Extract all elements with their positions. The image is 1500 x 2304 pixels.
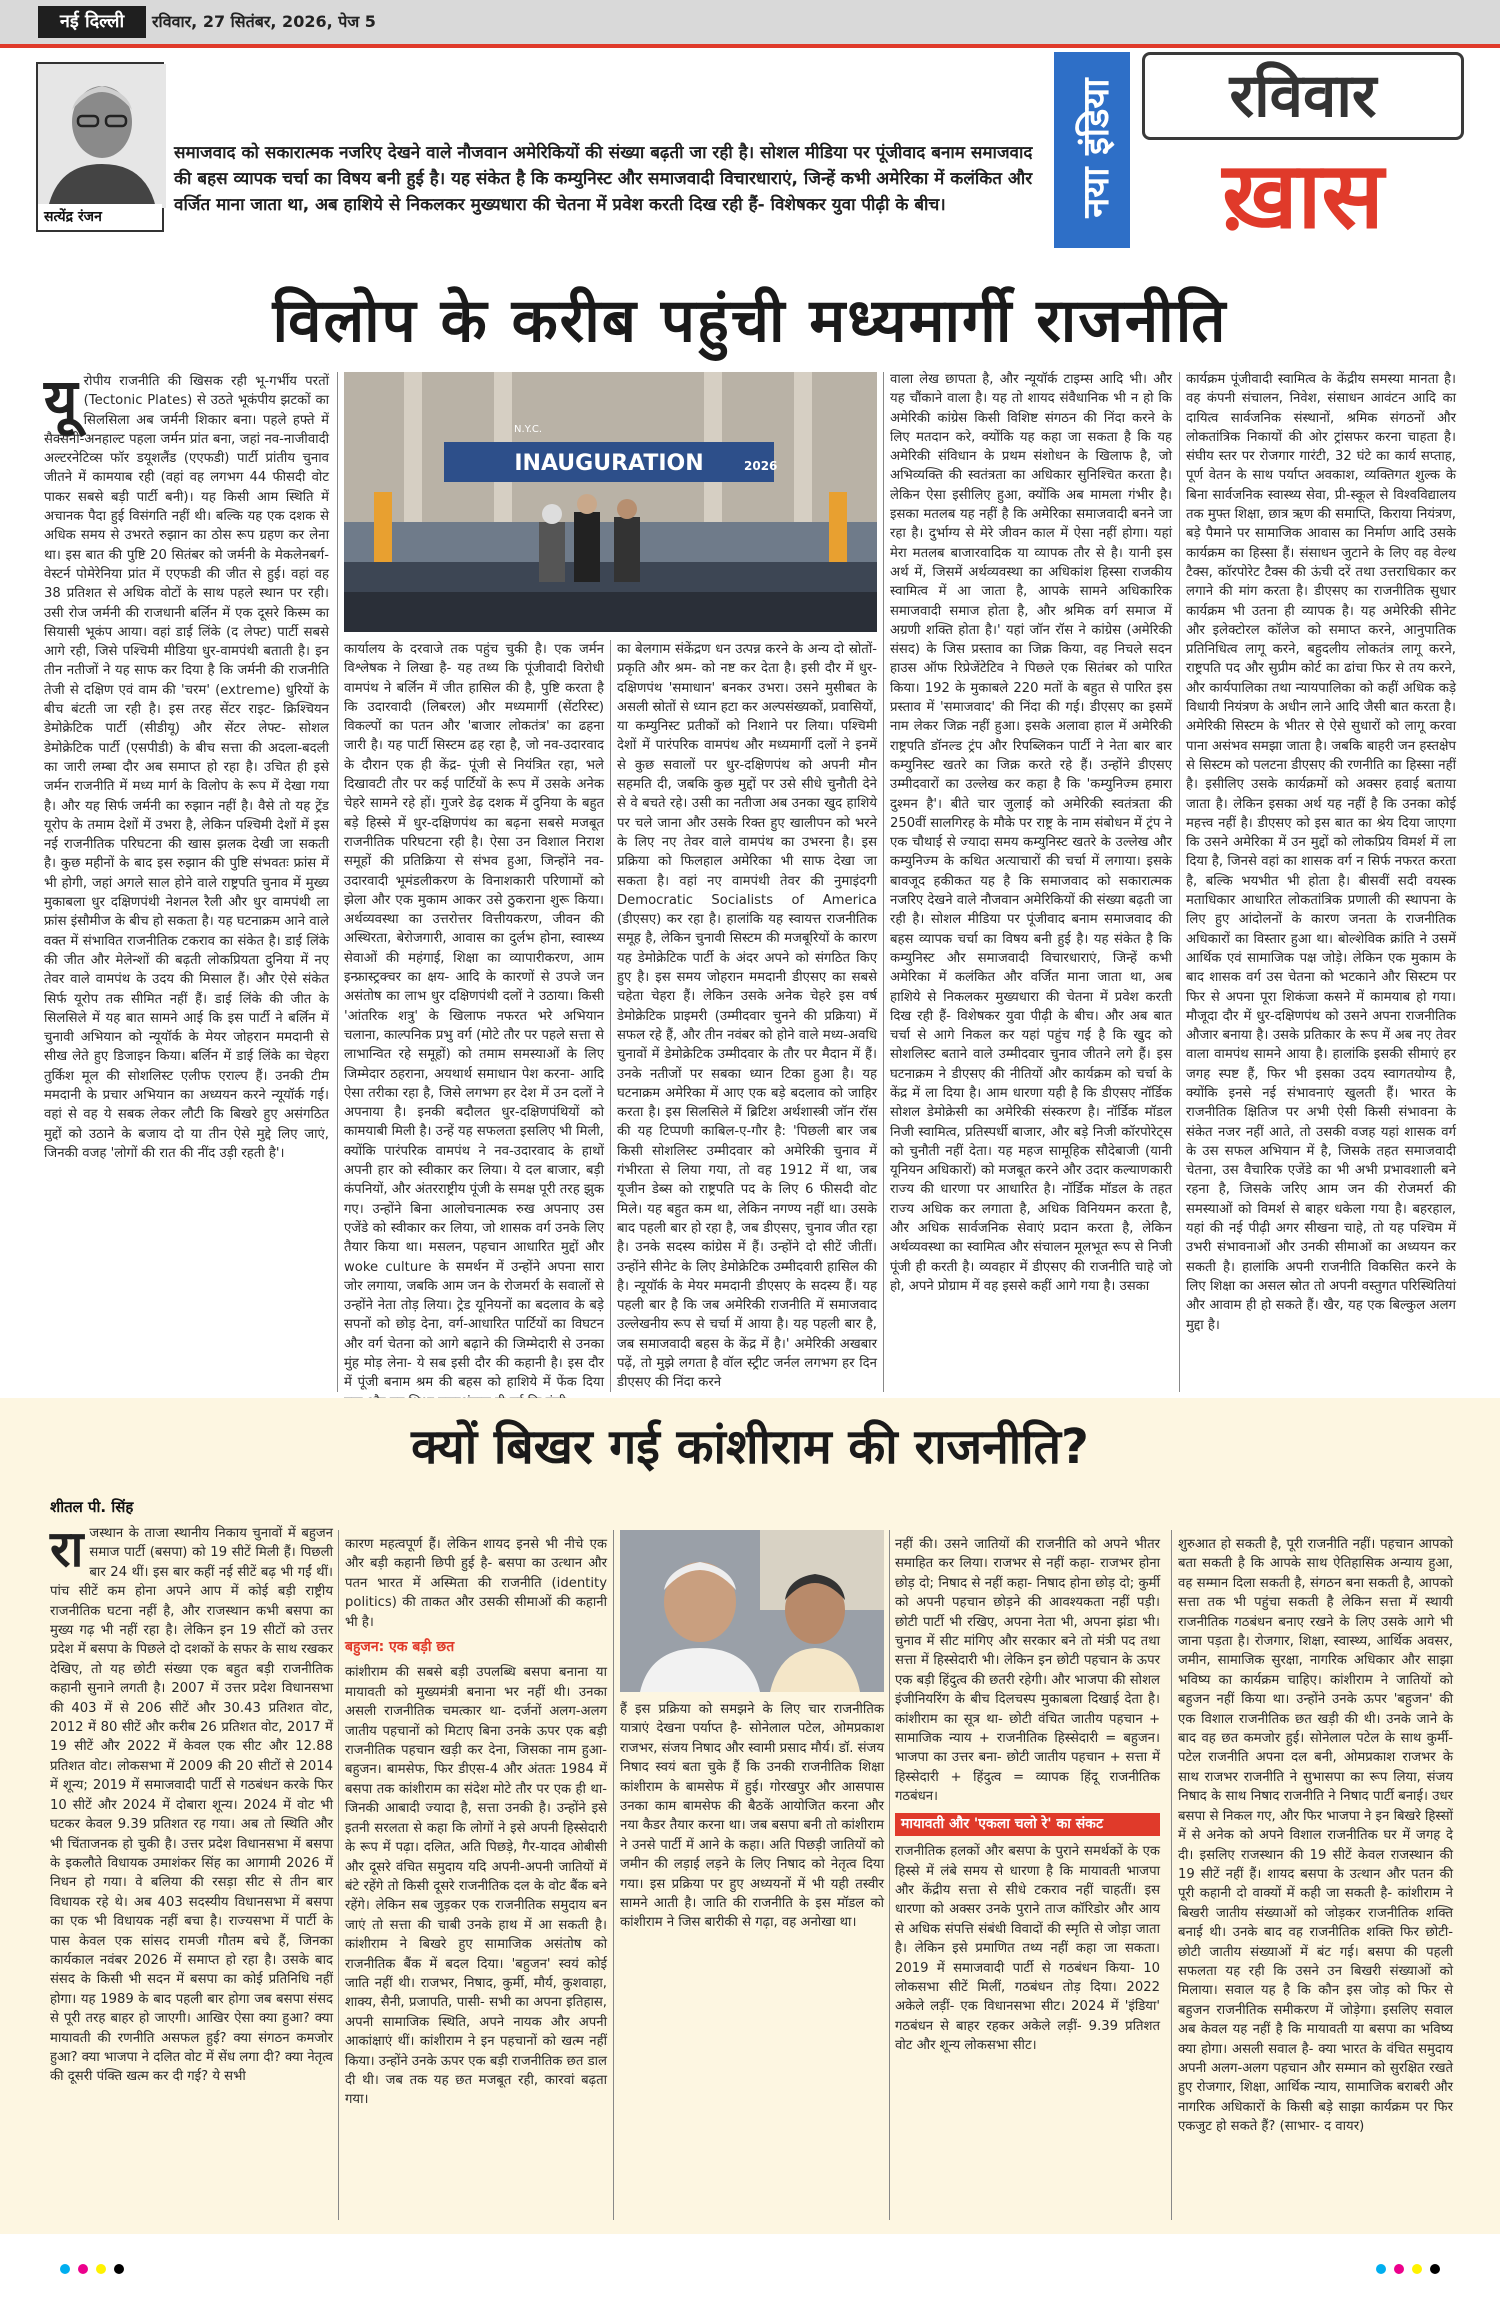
dropcap: यू <box>44 366 78 434</box>
main-headline: विलोप के करीब पहुंची मध्यमार्गी राजनीति <box>272 286 1228 356</box>
article-column-3 <box>617 640 877 1392</box>
column-text: शुरुआत हो सकती है, पूरी राजनीति नहीं। पहचान आपको बता सकती है कि आपके साथ ऐतिहासिक अन्याय हुआ, वह सम्मान दिला सकती है, संगठन बना सकती है, आपको सत्ता तक भी पहुंचा सकती है लेकिन सत्ता में स्थायी राजनीतिक गठबंधन बनाए रखने के लिए उसके आगे भी जाना पड़ता है। रोजगार, शिक्षा, स्वास्थ्य, आर्थिक अवसर, जमीन, सामाजिक सुरक्षा, नागरिक अधिकार और साझा भविष्य का कार्यक्रम चाहिए। कांशीराम ने जातियों को बहुजन नहीं किया था। उन्होंने उनके ऊपर 'बहुजन' की एक विशाल राजनीतिक छत खड़ी की थी। उनके जाने के बाद वह छत कमजोर हुई। सोनेलाल पटेल के साथ कुर्मी-पटेल राजनीति अपना दल बनी, ओमप्रकाश राजभर के साथ राजभर राजनीति ने सुभासपा का रूप लिया, संजय निषाद के साथ निषाद राजनीति ने निषाद पार्टी बनाई। उधर बसपा से निकल गए, और फिर भाजपा ने इन बिखरे हिस्सों में से अनेक को अपने विशाल राजनीतिक घर में जगह दे दी। इसलिए राजस्थान की 19 सीटें केवल राजस्थान की 19 सीटें नहीं हैं। शायद बसपा के उत्थान और पतन की पूरी कहानी दो वाक्यों में कही जा सकती है- कांशीराम ने बिखरी जातीय संख्याओं को जोड़कर राजनीतिक शक्ति बनाई थी। उनके बाद वह राजनीतिक शक्ति फिर छोटी-छोटी जातीय संख्याओं में बंट गई। बसपा की पहली सफलता यह रही कि उसने उन बिखरी संख्याओं को मिलाया। सवाल यह है कि कौन इस जोड़ को फिर से बहुजन राजनीतिक समीकरण में जोड़ेगा। इसलिए सवाल अब केवल यह नहीं है कि मायावती या बसपा का भविष्य क्या होगा। असली सवाल है- क्या भारत के वंचित समुदाय अपनी अलग-अलग पहचान और सम्मान को सुरक्षित रखते हुए रोजगार, शिक्षा, आर्थिक न्याय, सामाजिक बराबरी और नागरिक अधिकारों के किसी बड़े साझा कार्यक्रम पर फिर एकजुट हो सकते हैं? (साभार- द वायर) <box>1178 1537 1453 2135</box>
registration-dot <box>1376 2264 1386 2274</box>
section-title-khaas: ख़ास <box>1222 142 1384 249</box>
leaders-portrait-icon <box>620 1530 884 1692</box>
column-text: रोपीय राजनीति की खिसक रही भू-गर्भीय परतों (Tectonic Plates) से उठते भूकंपीय झटकों का सिलसिला अब जर्मनी शिकार बना। पहले हफ्ते में सैक्सनी-अनहाल्ट पहला जर्मन प्रांत बना, जहां नव-नाजीवादी अल्टरनेटिव्स फॉर डयूशलैंड (एएफडी) पार्टी प्रांतीय चुनाव जीतने में कामयाब रही (वहां वह लगभग 44 फीसदी वोट पाकर सबसे बड़ी पार्टी बनी)। यह किसी आम स्थिति में अचानक पैदा हुई विसंगति नहीं थी। बल्कि यह एक दशक से अधिक समय से उभरते रुझान का ठोस रूप ग्रहण कर लेना था। इस बात की पुष्टि 20 सितंबर को जर्मनी के मेकलेनबर्ग- वेस्टर्न पोमेरेनिया प्रांत में एएफडी की जीत से हुई। वहां वह 38 प्रतिशत से अधिक वोटों के साथ पहले स्थान पर रही। उसी रोज जर्मनी की राजधानी बर्लिन में एक दूसरे किस्म का सियासी भूकंप आया। वहां डाई लिंके (द लेफ्ट) पार्टी सबसे आगे रही, जिसे पश्चिमी मीडिया धुर-वामपंथी बताती है। इन तीन नतीजों ने यह साफ कर दिया है कि जर्मनी की राजनीति तेजी से दक्षिण एवं वाम की 'चरम' (extreme) धुरियों के बीच बंटती जा रही है। इस तरह सेंटर राइट- क्रिश्चियन डेमोक्रेटिक पार्टी (सीडीयू) और सेंटर लेफ्ट- सोशल डेमोक्रेटिक पार्टी (एसपीडी) के बीच सत्ता की अदला-बदली का जारी लम्बा दौर अब समाप्त हो रहा है। उचित ही इसे जर्मन राजनीति में मध्य मार्ग के विलोप के रूप में देखा गया है। और यह सिर्फ जर्मनी का रुझान नहीं है। वैसे तो यह ट्रेंड यूरोप के तमाम देशों में उभरा है, लेकिन पश्चिमी देशों में इस नई राजनीतिक परिघटना की खास झलक देखी जा सकती है। कुछ महीनों के बाद इस रुझान की पुष्टि संभवतः फ्रांस में भी होगी, जहां अगले साल होने वाले राष्ट्रपति चुनाव में मुख्य मुकाबला धुर दक्षिणपंथी नेशनल रैली और धुर वामपंथी ला फ्रांस इंसौमीज के बीच हो सकता है। यह घटनाक्रम आने वाले वक्त में संभावित राजनीतिक टकराव का संकेत है। डाई लिंके की जीत और मेलेन्शों की बढ़ती लोकप्रियता दुनिया में नए तेवर वाले वामपंथ के उदय की मिसाल हैं। और ऐसे संकेत सिर्फ यूरोप तक सीमित नहीं हैं। डाई लिंके की जीत के सिलसिले में यह बात सामने आई कि इस पार्टी ने बर्लिन में चुनावी अभियान को न्यूयॉर्क के मेयर जोहरान ममदानी से सीख लेते हुए डिजाइन किया। बर्लिन में डाई लिंके का चेहरा तुर्किश मूल की सोशलिस्ट एलीफ एराल्प हैं। उनकी टीम ममदानी के प्रचार अभियान का अध्ययन करने न्यूयॉर्क गई। वहां से वह ये सबक लेकर लौटी कि बिखरे हुए असंगठित मुद्दों को उठाने के बजाय दो या तीन ऐसे मुद्दे लिए जाएं, जिनकी वजह 'लोगों की रात की नींद उड़ी रहती है'। <box>44 374 329 1161</box>
column-text: नहीं की। उसने जातियों की राजनीति को अपने भीतर समाहित कर लिया। राजभर से नहीं कहा- राजभर होना छोड़ दो; निषाद से नहीं कहा- निषाद होना छोड़ दो; कुर्मी को अपनी पहचान छोड़ने की आवश्यकता नहीं पड़ी। छोटी पार्टी भी रखिए, अपना नेता भी, अपना झंडा भी। चुनाव में सीट मांगिए और सरकार बने तो मंत्री पद तथा सत्ता में हिस्सेदारी भी। लेकिन इन छोटी पहचान के ऊपर एक बड़ी हिंदुत्व की छतरी रहेगी। और भाजपा की सोशल इंजीनियरिंग के बीच दिलचस्प मुकाबला दिखाई देता है। कांशीराम का सूत्र था- छोटी वंचित जातीय पहचान + सामाजिक न्याय + राजनीतिक हिस्सेदारी = बहुजन। भाजपा का उत्तर बना- छोटी जातीय पहचान + सत्ता में हिस्सेदारी + हिंदुत्व = व्यापक हिंदू राजनीतिक गठबंधन। <box>895 1537 1160 1805</box>
brand-logo <box>1054 52 1130 248</box>
second-column-5 <box>1178 1535 1453 2225</box>
location-label: नई दिल्ली <box>38 6 146 38</box>
column-text: कारण महत्वपूर्ण हैं। लेकिन शायद इनसे भी नीचे एक और बड़ी कहानी छिपी हुई है- बसपा का उत्थान और पतन भारत में अस्मिता की राजनीति (identity politics) की ताकत और उसकी सीमाओं की कहानी भी है। <box>345 1537 607 1630</box>
banner-nyc: N.Y.C. <box>514 424 543 435</box>
second-column-3 <box>620 1700 884 2225</box>
column-divider <box>613 1530 614 2220</box>
article-column-4 <box>890 370 1172 1392</box>
registration-dot <box>60 2264 70 2274</box>
column-text: कार्यक्रम पूंजीवादी स्वामित्व के केंद्रीय समस्या मानता है। वह कंपनी संचालन, निवेश, संसाधन आवंटन आदि का दायित्व सार्वजनिक संस्थानों, श्रमिक संगठनों और लोकतांत्रिक निकायों की ओर ट्रांसफर करना चाहता है। संघीय स्तर पर रोजगार गारंटी, 32 घंटे का कार्य सप्ताह, पूर्ण वेतन के साथ पर्याप्त अवकाश, व्यक्तिगत शुल्क के बिना सार्वजनिक स्वास्थ्य सेवा, प्री-स्कूल से विश्वविद्यालय तक मुफ्त शिक्षा, छात्र ऋण की समाप्ति, किराया नियंत्रण, बड़े पैमाने पर सामाजिक आवास का निर्माण आदि उसके कार्यक्रम का हिस्सा हैं। संसाधन जुटाने के लिए वह वेल्थ टैक्स, कॉरपोरेट टैक्स की ऊंची दरें तथा उत्तराधिकार कर लगाने की मांग करता है। डीएसए का राजनीतिक सुधार कार्यक्रम भी उतना ही व्यापक है। यह अमेरिकी सीनेट और इलेक्टोरल कॉलेज को समाप्त करने, आनुपातिक प्रतिनिधित्व लागू करने, बहुदलीय लोकतंत्र लागू करने, राष्ट्रपति पद और सुप्रीम कोर्ट का ढांचा फिर से तय करने, और कार्यपालिका तथा न्यायपालिका को कहीं अधिक कड़े विधायी नियंत्रण के अधीन लाने आदि जैसी बात करता है। अमेरिकी सिस्टम के भीतर से ऐसे सुधारों को लागू करवा पाना असंभव समझा जाता है। जबकि बाहरी जन हस्तक्षेप से सिस्टम को पलटना डीएसए की रणनीति का हिस्सा नहीं है। इसीलिए उसके कार्यक्रमों को अक्सर हवाई बताया जाता है। लेकिन इसका अर्थ यह नहीं है कि उनका कोई महत्त्व नहीं है। डीएसए को इस बात का श्रेय दिया जाएगा कि उसने अमेरिका में उन मुद्दों को लोकप्रिय विमर्श में ला दिया है, जिनसे वहां का शासक वर्ग न सिर्फ नफरत करता है, बल्कि भयभीत भी होता है। बीसवीं सदी वयस्क मताधिकार आधारित लोकतांत्रिक प्रणाली की स्थापना के लिए हुए आंदोलनों के कारण जनता के राजनीतिक अधिकारों का विस्तार हुआ था। बोल्शेविक क्रांति ने उसमें आर्थिक एवं सामाजिक पक्ष जोड़े। लेकिन एक मुकाम के बाद शासक वर्ग उस चेतना को भटकाने और सिस्टम पर फिर से अपना पूरा शिकंजा कसने में कामयाब हो गया। मौजूदा दौर में धुर-दक्षिणपंथ को उसने अपना राजनीतिक औजार बनाया है। उसके प्रतिकार के रूप में अब नए तेवर वाला वामपंथ सामने आया है। हालांकि इसकी सीमाएं हर जगह स्पष्ट हैं, फिर भी इसका उदय स्वागतयोग्य है, क्योंकि इनसे नई संभावनाएं खुलती हैं। भारत के राजनीतिक क्षितिज पर अभी ऐसी किसी संभावना के संकेत नजर नहीं आते, तो उसकी वजह यहां शासक वर्ग के उस सफल अभियान में है, जिसके तहत समाजवादी चेतना, उस वैचारिक एजेंडे का भी अभी प्रभावशाली बने रहना है, जिसके जरिए आम जन की रोजमर्रा की समस्याओं को विमर्श से बाहर धकेला गया है। बहरहाल, यहां की नई पीढ़ी अगर सीखना चाहे, तो यह पश्चिम में उभरी संभावनाओं और उनकी सीमाओं का अध्ययन कर सकती है। हालांकि अपनी राजनीति विकसित करने के लिए शिक्षा का असल स्रोत तो अपनी वस्तुगत परिस्थितियां और आवाम ही हो सकते हैं। खैर, यह एक बिल्कुल अलग मुद्दा है। <box>1186 372 1456 1333</box>
column-divider <box>889 1530 890 2220</box>
column-divider <box>338 1530 339 2220</box>
subheading: बहुजन: एक बड़ी छत <box>345 1639 455 1656</box>
column-text: हैं इस प्रक्रिया को समझने के लिए चार राजनीतिक यात्राएं देखना पर्याप्त है- सोनेलाल पटेल, ओमप्रकाश राजभर, संजय निषाद और स्वामी प्रसाद मौर्य। डॉ. संजय निषाद स्वयं बता चुके हैं कि उनकी राजनीतिक शिक्षा कांशीराम के बामसेफ में हुई। गोरखपुर और आसपास उनका काम बामसेफ की बैठकें आयोजित करना और नया कैडर तैयार करना था। जब बसपा बनी तो कांशीराम ने उनसे पार्टी में आने के कहा। अति पिछड़ी जातियों को जमीन की लड़ाई लड़ने के लिए निषाद को नेतृत्व दिया गया। इस प्रक्रिया पर हुए अध्ययनों में भी यही तस्वीर सामने आती है। जाति की राजनीति के इस मॉडल को कांशीराम ने जिस बारीकी से गढ़ा, वह अनोखा था। <box>620 1702 884 1931</box>
author-portrait-icon <box>38 64 166 208</box>
subheading: मायावती और 'एकला चलो रे' का संकट <box>895 1813 1160 1836</box>
registration-dot <box>1394 2264 1404 2274</box>
column-divider <box>610 640 611 1392</box>
feature-header <box>36 52 1464 252</box>
column-text: जस्थान के ताजा स्थानीय निकाय चुनावों में बहुजन समाज पार्टी (बसपा) को 19 सीटें मिली हैं। पिछली बार 24 थीं। इस बार कहीं नई सीटें बढ़ भी गईं थीं। पांच सीटें कम होना अपने आप में कोई बड़ी राष्ट्रीय राजनीतिक घटना नहीं है, और राजस्थान कभी बसपा का मुख्य गढ़ भी नहीं रहा है। लेकिन इन 19 सीटों को उत्तर प्रदेश में बसपा के पिछले दो दशकों के सफर के साथ रखकर देखिए, तो यह छोटी संख्या एक बहुत बड़ी राजनीतिक कहानी सुनाने लगती है। 2007 में उत्तर प्रदेश विधानसभा की 403 में से 206 सीटें और 30.43 प्रतिशत वोट, 2012 में 80 सीटें और करीब 26 प्रतिशत वोट, 2017 में 19 सीटें और 2022 में केवल एक सीट और 12.88 प्रतिशत वोट। लोकसभा में 2009 की 20 सीटों से 2014 में शून्य; 2019 में समाजवादी पार्टी से गठबंधन करके फिर 10 सीटें और 2024 में दोबारा शून्य। 2024 में वोट भी घटकर केवल 9.39 प्रतिशत रह गया। अब तो स्थिति और भी चिंताजनक हो चुकी है। उत्तर प्रदेश विधानसभा में बसपा के इकलौते विधायक उमाशंकर सिंह का आगामी 2026 में निधन हो गया। वे बलिया की रसड़ा सीट से तीन बार विधायक रहे थे। अब 403 सदस्यीय विधानसभा में बसपा का एक भी विधायक नहीं बचा है। राज्यसभा में पार्टी के पास केवल एक सांसद रामजी गौतम बचे हैं, जिनका कार्यकाल नवंबर 2026 में समाप्त हो रहा है। उसके बाद संसद के किसी भी सदन में बसपा का कोई प्रतिनिधि नहीं होगा। यह 1989 के बाद पहली बार होगा जब बसपा संसद से पूरी तरह बाहर हो जाएगी। आखिर ऐसा क्या हुआ? क्या मायावती की रणनीति असफल हुई? क्या संगठन कमजोर हुआ? क्या भाजपा ने दलित वोट में सेंध लगा दी? क्या नेतृत्व की दूसरी पंक्ति खत्म कर दी गई? ये सभी <box>50 1526 333 2085</box>
article-column-2 <box>344 640 604 1392</box>
column-divider <box>883 372 884 1392</box>
second-column-1 <box>50 1520 333 2224</box>
page-footer <box>0 2234 1500 2304</box>
brand-name: नया इंडिया <box>1076 78 1117 218</box>
dateline: रविवार, 27 सितंबर, 2026, पेज 5 <box>152 12 376 31</box>
column-text: कांशीराम की सबसे बड़ी उपलब्धि बसपा बनाना या मायावती को मुख्यमंत्री बनाना भर नहीं थी। उनका असली राजनीतिक चमत्कार था- दर्जनों अलग-अलग जातीय पहचानों को मिटाए बिना उनके ऊपर एक बड़ी राजनीतिक पहचान खड़ी कर देना, जिसका नाम हुआ- बहुजन। बामसेफ, फिर डीएस-4 और अंततः 1984 में बसपा तक कांशीराम का संदेश मोटे तौर पर एक ही था- जिनकी आबादी ज्यादा है, सत्ता उनकी है। उन्होंने इसे इतनी सरलता से कहा कि लोगों ने इसे अपनी हिस्सेदारी के रूप में पढ़ा। दलित, अति पिछड़े, गैर-यादव ओबीसी और दूसरे वंचित समुदाय यदि अपनी-अपनी जातियों में बंटे रहेंगे तो किसी दूसरे राजनीतिक दल के वोट बैंक बने रहेंगे। लेकिन सब जुड़कर एक राजनीतिक समुदाय बन जाएं तो सत्ता की चाबी उनके हाथ में आ सकती है। कांशीराम ने बिखरे हुए सामाजिक असंतोष को राजनीतिक बैंक में बदल दिया। 'बहुजन' स्वयं कोई जाति नहीं थी। राजभर, निषाद, कुर्मी, मौर्य, कुशवाहा, शाक्य, सैनी, प्रजापति, पासी- सभी का अपना इतिहास, अपनी सामाजिक स्थिति, अपने नायक और अपनी आकांक्षाएं थीं। कांशीराम ने इन पहचानों को खत्म नहीं किया। उन्होंने उनके ऊपर एक बड़ी राजनीतिक छत डाल दी थी। जब तक यह छत मजबूत रही, कारवां बढ़ता गया। <box>345 1665 607 2108</box>
intro-text: समाजवाद को सकारात्मक नजरिए देखने वाले नौजवान अमेरिकियों की संख्या बढ़ती जा रही है। सोशल मीडिया पर पूंजीवाद बनाम समाजवाद की बहस व्यापक चर्चा का विषय बनी हुई है। यह संकेत है कि कम्युनिस्ट और समाजवादी विचारधाराएं, जिन्हें कभी अमेरिका में कलंकित और वर्जित माना जाता था, अब हाशिये से निकलकर मुख्यधारा की चेतना में प्रवेश करती दिख रही हैं- विशेषकर युवा पीढ़ी के बीच। <box>174 143 1033 215</box>
inauguration-photo <box>344 372 877 632</box>
banner-year: 2026 <box>744 459 778 473</box>
second-column-2 <box>345 1535 607 2225</box>
registration-dot <box>1412 2264 1422 2274</box>
registration-dot <box>1430 2264 1440 2274</box>
column-divider <box>1171 1530 1172 2220</box>
byline: शीतल पी. सिंह <box>50 1498 134 1516</box>
masthead-bar <box>0 0 1500 48</box>
inauguration-scene-icon <box>344 372 877 632</box>
article-column-1 <box>44 366 329 1392</box>
column-text: कार्यालय के दरवाजे तक पहुंच चुकी है। एक जर्मन विश्लेषक ने लिखा है- यह तथ्य कि पूंजीवादी विरोधी वामपंथ ने बर्लिन में जीत हासिल की है, पुष्टि करता है कि उदारवादी (लिबरल) और मध्यमार्गी (सेंटरिस्ट) विकल्पों का पतन और 'बाजार लोकतंत्र' का ढहना जारी है। यह पार्टी सिस्टम ढह रहा है, जो नव-उदारवाद के दौरान एक ही केंद्र- पूंजी से नियंत्रित रहा, भले दिखावटी तौर पर कई पार्टियों के रूप में उसके अनेक चेहरे सामने रहे हों। गुजरे डेढ़ दशक में दुनिया के बहुत बड़े हिस्से में धुर-दक्षिणपंथ का बढ़ना सबसे मजबूत राजनीतिक परिघटना रही है। ऐसा उन विशाल निराश समूहों की प्रतिक्रिया से संभव हुआ, जिन्होंने नव-उदारवादी भूमंडलीकरण के विनाशकारी परिणामों को झेला और एक मुकाम आकर उसे ठुकराना शुरू किया। अर्थव्यवस्था का उत्तरोत्तर वित्तीयकरण, जीवन की अस्थिरता, बेरोजगारी, आवास का दुर्लभ होना, स्वास्थ्य सेवाओं की महंगाई, शिक्षा का व्यापारीकरण, आम इन्फ्रास्ट्रक्चर का क्षय- आदि के कारणों से उपजे जन असंतोष का लाभ धुर दक्षिणपंथी दलों ने उठाया। किसी 'आंतरिक शत्रु' के खिलाफ नफरत भरे अभियान चलाना, काल्पनिक प्रभु वर्ग (मोटे तौर पर पहले सत्ता से लाभान्वित रहे समूहों) को तमाम समस्याओं के लिए जिम्मेदार ठहराना, अयथार्थ समाधान पेश करना- आदि ऐसा तरीका रहा है, जिसे लगभग हर देश में उन दलों ने अपनाया है। इनकी बदौलत धुर-दक्षिणपंथियों को कामयाबी मिली है। उन्हें यह सफलता इसलिए भी मिली, क्योंकि पारंपरिक वामपंथ ने नव-उदारवाद के हाथों अपनी हार को स्वीकार कर लिया। ये दल बाजार, बड़ी कंपनियों, और अंतरराष्ट्रीय पूंजी के समक्ष पूरी तरह झुक गए। उन्होंने बिना आलोचनात्मक रुख अपनाए उस एजेंडे को स्वीकार कर लिया, जो शासक वर्ग उनके लिए तैयार किया था। मसलन, पहचान आधारित मुद्दों और woke culture के समर्थन में उन्होंने अपना सारा जोर लगाया, जबकि आम जन के रोजमर्रा के सवालों से उन्होंने नेता तोड़ लिया। ट्रेड यूनियनों का बदलाव के बड़े सपनों को छोड़ देना, वर्ग-आधारित पार्टियों का विघटन और वर्ग चेतना को आगे बढ़ाने की जिम्मेदारी से उनका मुंह मोड़ लेना- ये सब इसी दौर की कहानी है। इस दौर में पूंजी बनाम श्रम की बहस को हाशिये में फेंक दिया <box>344 642 604 1391</box>
author-photo <box>36 62 164 232</box>
registration-dot <box>114 2264 124 2274</box>
author-name: सत्येंद्र रंजन <box>38 204 162 230</box>
dropcap: रा <box>50 1520 84 1578</box>
leaders-photo <box>620 1530 884 1692</box>
column-divider <box>337 372 338 1392</box>
section-title-ravivar: रविवार <box>1142 52 1464 140</box>
registration-dot <box>78 2264 88 2274</box>
column-divider <box>1179 372 1180 1392</box>
second-column-4 <box>895 1535 1160 2225</box>
second-headline: क्यों बिखर गई कांशीराम की राजनीति? <box>411 1419 1089 1475</box>
article-column-5 <box>1186 370 1456 1392</box>
column-text: वाला लेख छापता है, और न्यूयॉर्क टाइम्स आदि भी। और यह चौंकाने वाला है। यह तो शायद संवैधानिक भी न हो कि अमेरिकी कांग्रेस किसी विशिष्ट संगठन की निंदा करने के लिए मतदान करे, क्योंकि यह कहा जा सकता है कि यह अमेरिकी संविधान के प्रथम संशोधन के खिलाफ है, जो अभिव्यक्ति की स्वतंत्रता का अधिकार सुनिश्चित करता है। लेकिन ऐसा इसीलिए हुआ, क्योंकि अब मामला गंभीर है। इसका मतलब यह नहीं है कि अमेरिका समाजवादी बनने जा रहा है। दुर्भाग्य से मेरे जीवन काल में ऐसा नहीं होगा। यहां मेरा मतलब बाजारवादिक या व्यापक तौर से है। यानी इस अर्थ में, जिसमें अर्थव्यवस्था का अधिकांश हिस्सा राजकीय स्वामित्व में आ जाता है, आपके सामने अधिकारिक समाजवादी समाज होता है, और श्रमिक वर्ग समाज में अग्रणी शक्ति होता है।' यहां जॉन रॉस ने कांग्रेस (अमेरिकी संसद) के जिस प्रस्ताव का जिक्र किया, वह निचले सदन हाउस ऑफ रिप्रेजेंटेटिव ने पिछले एक सितंबर को पारित किया। 192 के मुकाबले 220 मतों के बहुत से पारित इस प्रस्ताव में 'समाजवाद' की निंदा की गई। डीएसए का इसमें नाम लेकर जिक्र नहीं हुआ। इसके अलावा हाल में अमेरिकी राष्ट्रपति डॉनल्ड ट्रंप और रिपब्लिकन पार्टी ने नेता बार बार कम्युनिस्ट खतरे का जिक्र करते रहे हैं। उन्होंने डीएसए उम्मीदवारों का उल्लेख कर कहा है कि 'कम्युनिज्म हमारा दुश्मन है'। बीते चार जुलाई को अमेरिकी स्वतंत्रता की 250वीं सालगिरह के मौके पर राष्ट्र के नाम संबोधन में ट्रंप ने एक चौथाई से ज्यादा समय कम्युनिस्ट खतरे के उल्लेख और कम्युनिज्म के कथित अत्याचारों की चर्चा में लगाया। इसके बावजूद हकीकत यह है कि समाजवाद को सकारात्मक नजरिए देखने वाले नौजवान अमेरिकियों की संख्या बढ़ती जा रही है। सोशल मीडिया पर पूंजीवाद बनाम समाजवाद की बहस व्यापक चर्चा का विषय बनी हुई है। यह संकेत है कि कम्युनिस्ट और समाजवादी विचारधाराएं, जिन्हें कभी अमेरिका में कलंकित और वर्जित माना जाता था, अब हाशिये से निकलकर मुख्यधारा की चेतना में प्रवेश करती दिख रही हैं- विशेषकर युवा पीढ़ी के बीच। और अब बात चर्चा से आगे निकल कर यहां पहुंच गई है कि खुद को सोशलिस्ट बताने वाले उम्मीदवार चुनाव जीतने लगे हैं। इस घटनाक्रम ने डीएसए की नीतियों और कार्यक्रम को चर्चा के केंद्र में ला दिया है। आम धारणा यही है कि डीएसए नॉर्डिक सोशल डेमोक्रेसी का अमेरिकी संस्करण है। नॉर्डिक मॉडल निजी स्वामित्व, प्रतिस्पर्धी बाजार, और बड़े निजी कॉरपोरेट्स को चुनौती नहीं देता। यह महज सामूहिक सौदेबाजी (यानी यूनियन अधिकारों) को मजबूत करने और उदार कल्याणकारी राज्य की धारणा पर आधारित है। नॉर्डिक मॉडल के तहत राज्य अधिक कर लगाता है, अधिक विनियमन करता है, और अधिक सार्वजनिक सेवाएं प्रदान करता है, लेकिन अर्थव्यवस्था का स्वामित्व और संचालन मूलभूत रूप से निजी पूंजी ही करती है। व्यवहार में डीएसए की राजनीति चाहे जो हो, अपने प्रोग्राम में वह इससे कहीं आगे गया है। उसका <box>890 372 1172 1294</box>
column-text: राजनीतिक हलकों और बसपा के पुराने समर्थकों के एक हिस्से में लंबे समय से धारणा है कि मायावती भाजपा और केंद्रीय सत्ता से सीधे टकराव नहीं चाहतीं। इस धारणा को अक्सर उनके पुराने ताज कॉरिडोर और आय से अधिक संपत्ति संबंधी विवादों की स्मृति से जोड़ा जाता है। लेकिन इसे प्रमाणित तथ्य नहीं कहा जा सकता। 2019 में समाजवादी पार्टी से गठबंधन किया- 10 लोकसभा सीटें मिलीं, गठबंधन तोड़ दिया। 2022 अकेले लड़ीं- एक विधानसभा सीट। 2024 में 'इंडिया' गठबंधन से बाहर रहकर अकेले लड़ीं- 9.39 प्रतिशत वोट और शून्य लोकसभा सीट। <box>895 1844 1160 2054</box>
registration-dot <box>96 2264 106 2274</box>
column-text: का बेलगाम संकेंद्रण धन उत्पन्न करने के अन्य दो स्रोतों- प्रकृति और श्रम- को नष्ट कर देता है। इसी दौर में धुर-दक्षिणपंथ 'समाधान' बनकर उभरा। उसने मुसीबत के असली स्रोतों से ध्यान हटा कर अल्पसंख्यकों, प्रवासियों, या कम्युनिस्ट प्रतीकों को निशाने पर लिया। पश्चिमी देशों में पारंपरिक वामपंथ और मध्यमार्गी दलों ने इनमें से कुछ सवालों पर धुर-दक्षिणपंथ को अपनी मौन सहमति दी, जबकि कुछ मुद्दों पर उसे सीधे चुनौती देने से वे बचते रहे। उसी का नतीजा अब उनका खुद हाशिये पर चले जाना और उसके रिक्त हुए खालीपन को भरने के लिए नए तेवर वाले वामपंथ का उभरना है। इस प्रक्रिया को फिलहाल अमेरिका भी साफ देखा जा सकता है। वहां नए वामपंथी तेवर की नुमाइंदगी Democratic Socialists of America (डीएसए) कर रहा है। हालांकि यह स्वायत्त राजनीतिक समूह है, लेकिन चुनावी सिस्टम की मजबूरियों के कारण यह डेमोक्रेटिक पार्टी के अंदर अपने को संगठित किए हुए है। इस समय जोहरान ममदानी डीएसए का सबसे चहेता चेहरा हैं। लेकिन उसके अनेक चेहरे इस वर्ष डेमोक्रेटिक प्राइमरी (उम्मीदवार चुनने की प्रक्रिया) में सफल रहे हैं, और तीन नवंबर को होने वाले मध्य-अवधि चुनावों में डेमोक्रेटिक उम्मीदवार के तौर पर मैदान में हैं। उनके नतीजों पर सबका ध्यान टिका हुआ है। यह घटनाक्रम अमेरिका में आए एक बड़े बदलाव को जाहिर करता है। इस सिलसिले में ब्रिटिश अर्थशास्त्री जॉन रॉस की यह टिप्पणी काबिल-ए-गौर है: 'पिछली बार जब किसी सोशलिस्ट उम्मीदवार को अमेरिकी चुनाव में गंभीरता से लिया गया, तो वह 1912 में था, जब यूजीन डेब्स को राष्ट्रपति पद के लिए 6 फीसदी वोट मिले। यह बहुत कम था, लेकिन नगण्य नहीं था। उसके बाद पहली बार हो रहा है, जब डीएसए, चुनाव जीत रहा है। उनके सदस्य कांग्रेस में हैं। उन्होंने दो सीटें जीतीं। उन्होंने सीनेट के लिए डेमोक्रेटिक उम्मीदवारी हासिल की है। न्यूयॉर्क के मेयर ममदानी डीएसए के सदस्य हैं। यह पहली बार है कि जब अमेरिकी राजनीति में समाजवाद उल्लेखनीय रूप से चर्चा में आया है। यह पहली बार है, जब समाजवादी बहस के केंद्र में है।' अमेरिकी अखबार पढ़ें, तो मुझे लगता है वॉल स्ट्रीट जर्नल लगभग हर दिन डीएसए की निंदा करने <box>617 642 877 1391</box>
banner-text: INAUGURATION <box>514 451 704 476</box>
